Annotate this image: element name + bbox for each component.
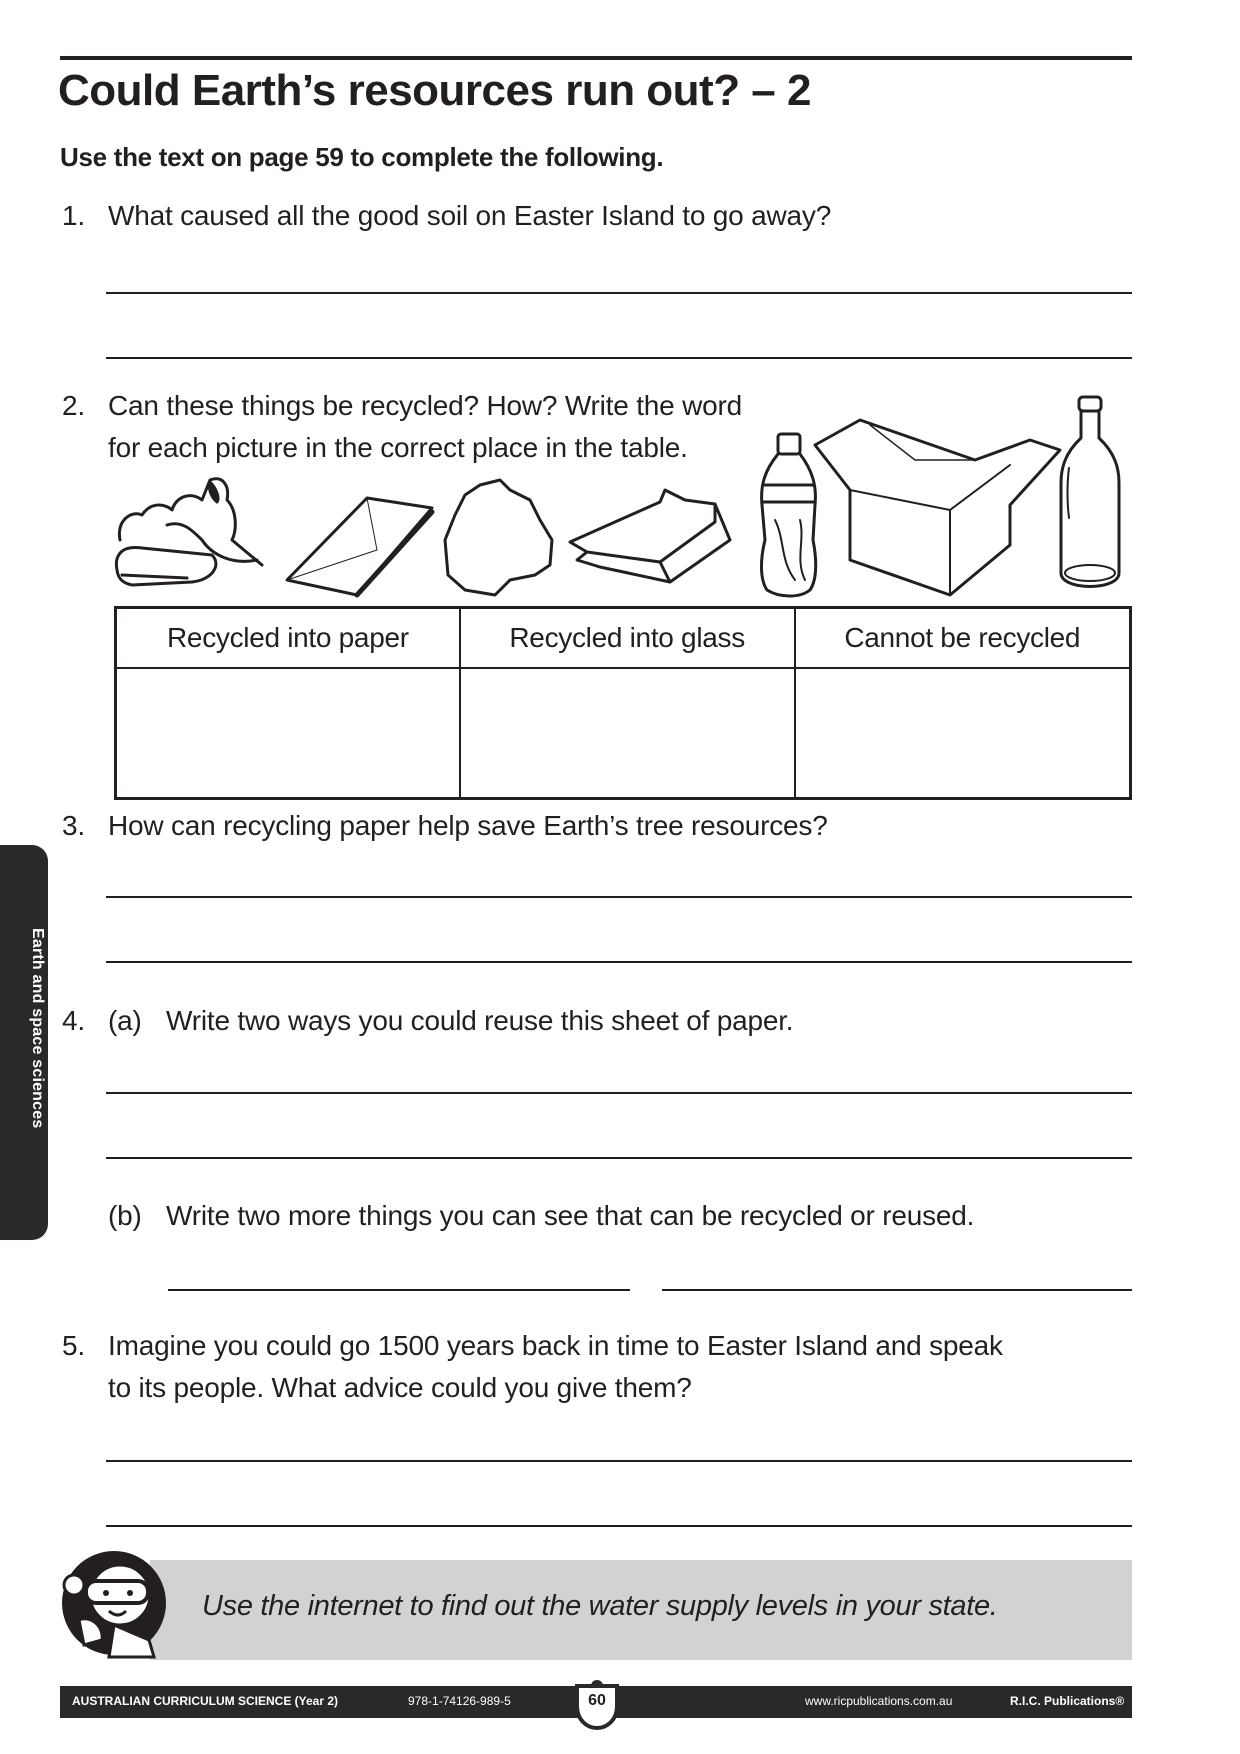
recycling-table: [114, 606, 1132, 800]
footer-publisher: R.I.C. Publications®: [1010, 1694, 1125, 1708]
tip-box: [150, 1560, 1132, 1660]
shoe-icon: [112, 470, 272, 600]
answer-cell-glass[interactable]: [460, 668, 795, 799]
question-text: Imagine you could go 1500 years back in time to Easter Island and speak: [108, 1330, 1003, 1361]
page-number-badge: [574, 1676, 620, 1730]
answer-line[interactable]: [106, 1157, 1132, 1159]
answer-line[interactable]: [106, 896, 1132, 898]
rock-icon: [440, 475, 560, 600]
part-label: (b): [108, 1200, 142, 1231]
question-text: for each picture in the correct place in the table.: [108, 432, 688, 463]
part-label: (a): [108, 1005, 142, 1036]
column-header-glass: Recycled into glass: [460, 608, 795, 669]
column-header-cannot: Cannot be recycled: [795, 608, 1131, 669]
question-text: Write two more things you can see that can be recycled or reused.: [166, 1200, 975, 1231]
footer-series: AUSTRALIAN CURRICULUM SCIENCE (Year 2): [72, 1694, 339, 1708]
question-text: Can these things be recycled? How? Write the word: [108, 390, 743, 421]
section-label: Earth and space sciences: [29, 927, 46, 1128]
question-text: What caused all the good soil on Easter Island to go away?: [108, 200, 832, 231]
question-5-line-2: [62, 1372, 1142, 1406]
footer-isbn: 978-1-74126-989-5: [408, 1694, 511, 1708]
answer-cell-paper[interactable]: [116, 668, 460, 799]
answer-line[interactable]: [106, 1460, 1132, 1462]
question-number: 4.: [62, 1005, 85, 1036]
answer-line-left[interactable]: [168, 1289, 630, 1291]
cardboard-box-icon: [810, 410, 1060, 600]
question-text: to its people. What advice could you give them?: [108, 1372, 692, 1403]
answer-line-right[interactable]: [662, 1289, 1132, 1291]
question-number: 3.: [62, 810, 85, 841]
question-number: 5.: [62, 1330, 85, 1361]
table-header-row: [116, 608, 1131, 669]
question-number: 2.: [62, 390, 85, 421]
instruction: Use the text on page 59 to complete the following.: [60, 142, 664, 172]
footer-website[interactable]: www.ricpublications.com.au: [805, 1694, 953, 1708]
question-4a: [62, 1005, 1132, 1039]
question-text: How can recycling paper help save Earth’s tree resources?: [108, 810, 828, 841]
answer-cell-cannot[interactable]: [795, 668, 1131, 799]
section-side-tab: [0, 845, 48, 1240]
chip-packet-icon: [565, 482, 735, 592]
answer-line[interactable]: [106, 961, 1132, 963]
scientist-mascot-icon: [54, 1545, 174, 1665]
question-5: [62, 1330, 1142, 1364]
question-2: [62, 390, 862, 424]
question-2-line-2: [62, 432, 862, 466]
glass-bottle-icon: [1055, 393, 1125, 598]
question-3: [62, 810, 1132, 844]
tip-text: Use the internet to find out the water supply levels in your state.: [202, 1590, 998, 1622]
table-row: [116, 668, 1131, 799]
page-title: Could Earth’s resources run out? – 2: [58, 66, 811, 115]
page-number: 60: [588, 1692, 606, 1709]
question-number: 1.: [62, 200, 85, 231]
answer-line[interactable]: [106, 292, 1132, 294]
question-1: [62, 200, 1132, 234]
question-text: Write two ways you could reuse this sheet of paper.: [166, 1005, 794, 1036]
answer-line[interactable]: [106, 1092, 1132, 1094]
envelope-icon: [282, 490, 442, 600]
question-4b: [62, 1200, 1132, 1234]
top-rule: [60, 56, 1132, 60]
answer-line[interactable]: [106, 357, 1132, 359]
answer-line[interactable]: [106, 1525, 1132, 1527]
column-header-paper: Recycled into paper: [116, 608, 460, 669]
